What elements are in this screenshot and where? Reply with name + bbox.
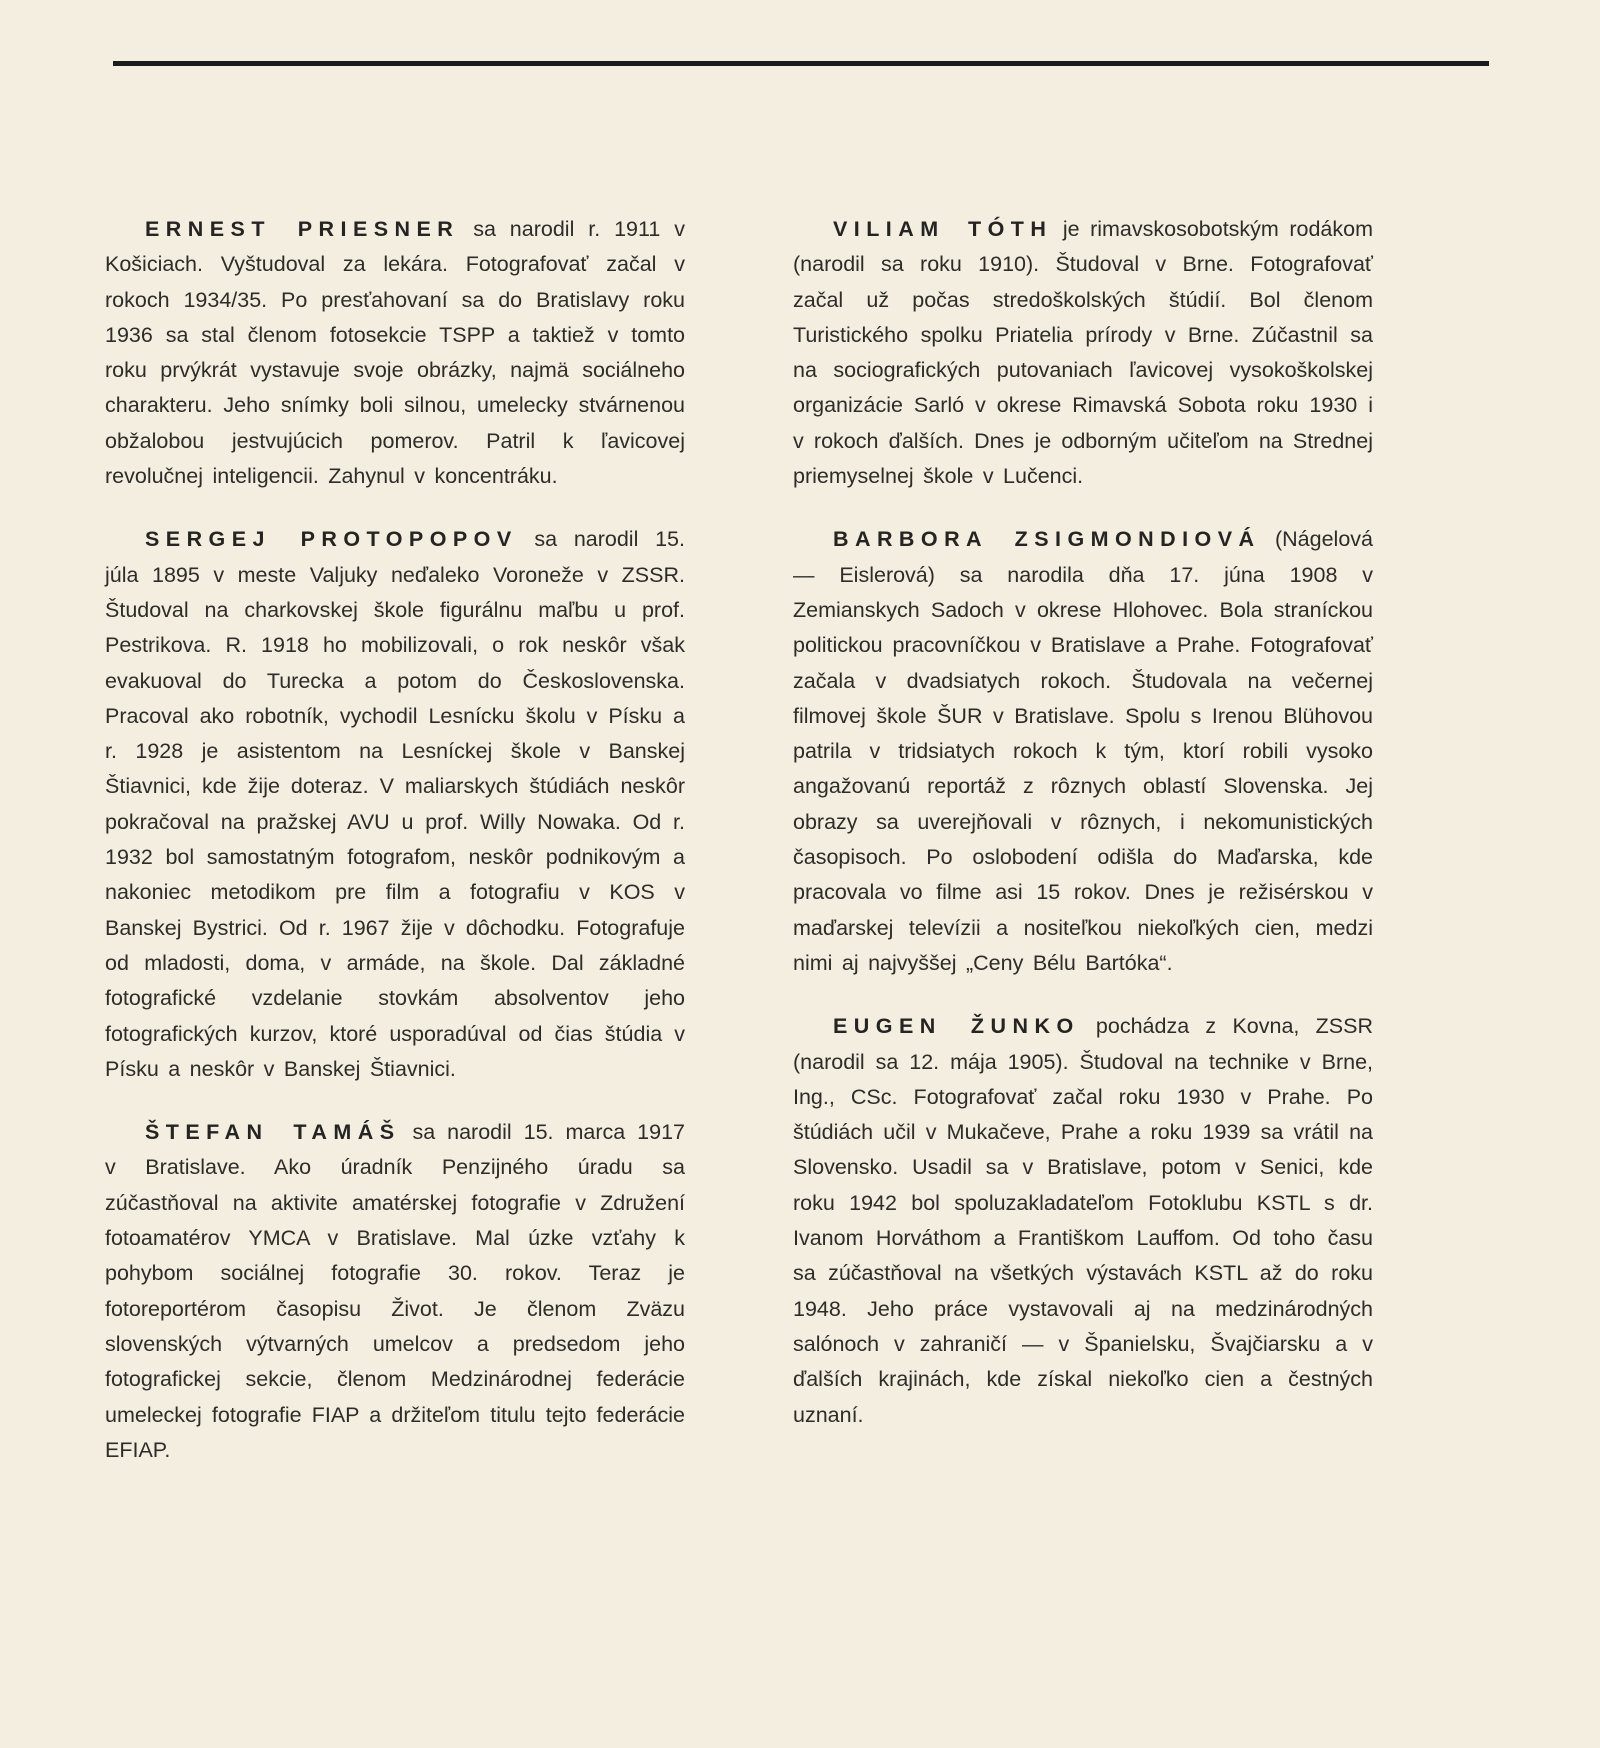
bio-paragraph-barbora-zsigmondiova <box>793 522 1373 981</box>
bio-text: sa narodil 15. júla 1895 v meste Valjuky neďaleko Voroneže v ZSSR. Študoval na charkovskej škole figurálnu maľbu u prof. Pestrikova. R. 1918 ho mobilizovali, o rok neskôr však evakuoval do Turecka a potom do Československa. Pracoval ako robotník, vychodil Lesnícku školu v Písku a r. 1928 je asistentom na Lesníckej škole v Banskej Štiavnici, kde žije doteraz. V maliarskych štúdiách neskôr pokračoval na pražskej AVU u prof. Willy Nowaka. Od r. 1932 bol samostatným fotografom, neskôr podnikovým a nakoniec metodikom pre film a fotografiu v KOS v Banskej Bystrici. Od r. 1967 žije v dôchodku. Fotografuje od mladosti, doma, v armáde, na škole. Dal základné fotografické vzdelanie stovkám absolventov jeho fotografických kurzov, ktoré usporadúval od čias štúdia v Písku a neskôr v Banskej Štiavnici. <box>105 527 685 1081</box>
person-name: ŠTEFAN TAMÁŠ <box>145 1120 401 1145</box>
person-name: BARBORA ZSIGMONDIOVÁ <box>833 527 1261 552</box>
bio-text: je rimavskosobotským rodákom (narodil sa roku 1910). Študoval v Brne. Fotografovať začal už počas stredoškolských štúdií. Bol členom Turistického spolku Priatelia prírody v Brne. Zúčastnil sa na sociografických putovaniach ľavicovej vysokoškolskej organizácie Sarló v okrese Rimavská Sobota roku 1930 i v rokoch ďalších. Dnes je odborným učiteľom na Strednej priemyselnej škole v Lučenci. <box>793 217 1373 489</box>
person-name: EUGEN ŽUNKO <box>833 1014 1080 1039</box>
horizontal-rule <box>113 61 1489 66</box>
bio-paragraph-ernest-priesner <box>105 212 685 494</box>
bio-paragraph-eugen-zunko <box>793 1009 1373 1433</box>
text-columns <box>105 212 1373 1468</box>
person-name: ERNEST PRIESNER <box>145 217 460 241</box>
person-name: VILIAM TÓTH <box>833 217 1053 241</box>
bio-text: sa narodil 15. marca 1917 v Bratislave. Ako úradník Penzijného úradu sa zúčastňoval na aktivite amatérskej fotografie v Združení fotoamatérov YMCA v Bratislave. Mal úzke vzťahy k pohybom sociálnej fotografie 30. rokov. Teraz je fotoreportérom časopisu Život. Je členom Zväzu slovenských výtvarných umelcov a predsedom jeho fotografickej sekcie, členom Medzinárodnej federácie umeleckej fotografie FIAP a držiteľom titulu tejto federácie EFIAP. <box>105 1120 686 1462</box>
bio-text: (Nágelová — Eislerová) sa narodila dňa 17. júna 1908 v Zemianskych Sadoch v okrese Hlohovec. Bola straníckou politickou pracovníčkou v Bratislave a Prahe. Fotografovať začala v dvadsiatych rokoch. Študovala na večernej filmovej škole ŠUR v Bratislave. Spolu s Irenou Blühovou patrila v tridsiatych rokoch k tým, ktorí robili vysoko angažovanú reportáž z rôznych oblastí Slovenska. Jej obrazy sa uverejňovali v rôznych, i nekomunistických časopisoch. Po oslobodení odišla do Maďarska, kde pracovala vo filme asi 15 rokov. Dnes je režisérskou v maďarskej televízii a nositeľkou niekoľkých cien, medzi nimi aj najvyššej „Ceny Bélu Bartóka“. <box>793 527 1373 975</box>
bio-text: sa narodil r. 1911 v Košiciach. Vyštudoval za lekára. Fotografovať začal v rokoch 1934/35. Po presťahovaní sa do Bratislavy roku 1936 sa stal členom fotosekcie TSPP a taktiež v tomto roku prvýkrát vystavuje svoje obrázky, najmä sociálneho charakteru. Jeho snímky boli silnou, umelecky stvárnenou obžalobou jestvujúcich pomerov. Patril k ľavicovej revolučnej inteligencii. Zahynul v koncentráku. <box>105 217 685 489</box>
bio-text: pochádza z Kovna, ZSSR (narodil sa 12. mája 1905). Študoval na technike v Brne, Ing., CSc. Fotografovať začal roku 1930 v Prahe. Po štúdiách učil v Mukačeve, Prahe a roku 1939 sa vrátil na Slovensko. Usadil sa v Bratislave, potom v Senici, kde roku 1942 bol spoluzakladateľom Fotoklubu KSTL s dr. Ivanom Horváthom a Františkom Lauffom. Od toho času sa zúčastňoval na všetkých výstavách KSTL až do roku 1948. Jeho práce vystavovali aj na medzinárodných salónoch v zahraničí — v Španielsku, Švajčiarsku a v ďalších krajinách, kde získal niekoľko cien a čestných uznaní. <box>793 1014 1373 1427</box>
left-column <box>105 212 685 1468</box>
bio-paragraph-sergej-protopopov <box>105 522 685 1087</box>
person-name: SERGEJ PROTOPOPOV <box>145 527 518 552</box>
bio-paragraph-stefan-tamas <box>105 1115 685 1468</box>
right-column <box>793 212 1373 1468</box>
bio-paragraph-viliam-toth <box>793 212 1373 494</box>
